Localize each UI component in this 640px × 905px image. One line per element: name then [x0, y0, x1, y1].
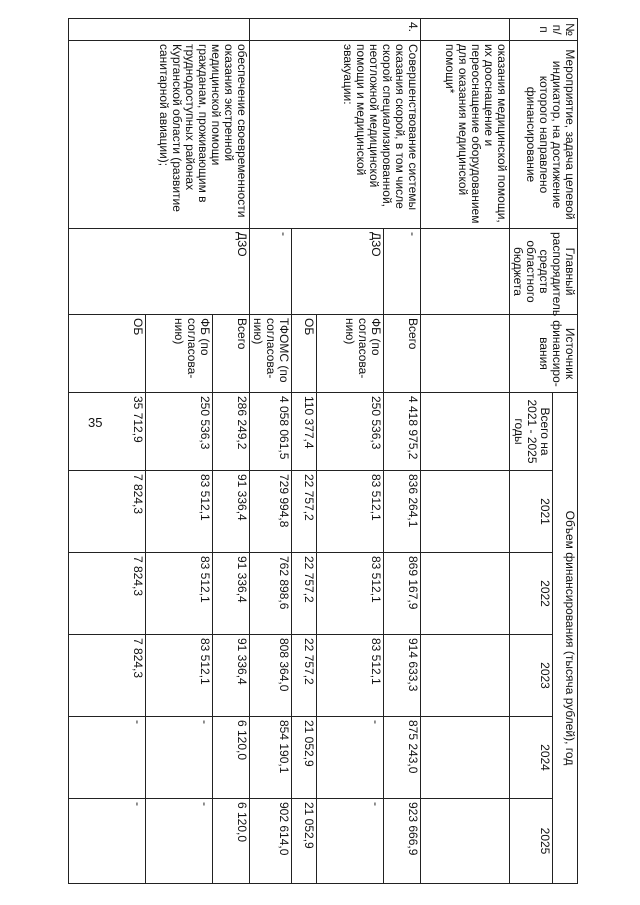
header-distributor: Главный распорядитель средств областного бюджета — [510, 229, 578, 315]
cell-2022: 869 167,9 — [384, 553, 421, 635]
cell-2025: 6 120,0 — [213, 799, 250, 884]
cell-source: Всего — [213, 315, 250, 393]
cell-2025: - — [69, 799, 146, 884]
cell-source: ТФОМС (по согласова-нию) — [250, 315, 292, 393]
cell-2021: 7 824,3 — [69, 471, 146, 553]
cell-2025: - — [146, 799, 213, 884]
page-number: 35 — [88, 415, 103, 430]
cell-total: 35 712,9 — [69, 393, 146, 471]
cell-2023: 83 512,1 — [317, 635, 384, 717]
financing-table — [68, 18, 578, 884]
header-year-2022: 2022 — [510, 553, 553, 635]
cell-2021: 729 994,8 — [250, 471, 292, 553]
cell-total: 110 377,4 — [292, 393, 317, 471]
cell-2023: 914 633,3 — [384, 635, 421, 717]
cell-2021: 83 512,1 — [317, 471, 384, 553]
continuation-measure: оказания медицинской помощи, их дооснащение и переоснащение оборудованием для оказания медицинской помощи* — [421, 41, 510, 229]
item4-dist-dash2: - — [250, 229, 292, 315]
cell-2022: 22 757,2 — [292, 553, 317, 635]
cell-2022: 83 512,1 — [146, 553, 213, 635]
cell-2021: 83 512,1 — [146, 471, 213, 553]
item5-distributor: ДЗО — [69, 229, 250, 315]
table-row — [421, 19, 510, 884]
cell-total: 250 536,3 — [317, 393, 384, 471]
cell-2022: 91 336,4 — [213, 553, 250, 635]
cell-2024: 6 120,0 — [213, 717, 250, 799]
item4-num: 4. — [250, 19, 421, 41]
cell-2024: - — [69, 717, 146, 799]
cell-source: ФБ (по согласова-нию) — [317, 315, 384, 393]
cell-total: 250 536,3 — [146, 393, 213, 471]
cell-2023: 83 512,1 — [146, 635, 213, 717]
header-year-2023: 2023 — [510, 635, 553, 717]
cell-2024: 21 052,9 — [292, 717, 317, 799]
header-year-2025: 2025 — [510, 799, 553, 884]
financing-table-frame — [108, 18, 578, 883]
header-funding-group: Объем финансирования (тысяча рублей), год — [553, 393, 578, 884]
cell-2023: 22 757,2 — [292, 635, 317, 717]
cell-2023: 91 336,4 — [213, 635, 250, 717]
cell-2022: 83 512,1 — [317, 553, 384, 635]
cell-2022: 762 898,6 — [250, 553, 292, 635]
cell-2025: 902 614,0 — [250, 799, 292, 884]
cell-2024: - — [146, 717, 213, 799]
cell-total: 4 418 975,2 — [384, 393, 421, 471]
cell-2022: 7 824,3 — [69, 553, 146, 635]
cell-2021: 22 757,2 — [292, 471, 317, 553]
cell-2024: 875 243,0 — [384, 717, 421, 799]
table-row — [384, 19, 421, 884]
cell-2024: 854 190,1 — [250, 717, 292, 799]
cell-2025: - — [317, 799, 384, 884]
item4-distributor: ДЗО — [292, 229, 384, 315]
cell-2025: 923 666,9 — [384, 799, 421, 884]
item5-measure: обеспечение своевременности оказания экстренной медицинской помощи гражданам, проживающим в труднодоступных районах Курганской области (развитие санитарной авиации); — [69, 41, 250, 229]
cell-2021: 91 336,4 — [213, 471, 250, 553]
cell-2024: - — [317, 717, 384, 799]
header-num: № п/п — [510, 19, 578, 41]
item4-dist-dash1: - — [384, 229, 421, 315]
cell-total: 286 249,2 — [213, 393, 250, 471]
cell-2023: 808 364,0 — [250, 635, 292, 717]
cell-source: ОБ — [69, 315, 146, 393]
header-measure: Мероприятие, задача целевой индикатор, на достижение которого направлено финансирование — [510, 41, 578, 229]
header-total: Всего на 2021 - 2025 годы — [510, 393, 553, 471]
cell-source: Всего — [384, 315, 421, 393]
item4-measure: Совершенствование системы оказания скорой, в том числе скорой специализированной, неотложной медицинской помощи и медицинской эвакуации: — [250, 41, 421, 229]
header-year-2021: 2021 — [510, 471, 553, 553]
cell-2025: 21 052,9 — [292, 799, 317, 884]
table-row — [213, 19, 250, 884]
cell-source: ОБ — [292, 315, 317, 393]
header-source: Источник финансиро-вания — [510, 315, 578, 393]
cell-source: ФБ (по согласова-нию) — [146, 315, 213, 393]
header-year-2024: 2024 — [510, 717, 553, 799]
cell-total: 4 058 061,5 — [250, 393, 292, 471]
cell-2021: 836 264,1 — [384, 471, 421, 553]
cell-2023: 7 824,3 — [69, 635, 146, 717]
